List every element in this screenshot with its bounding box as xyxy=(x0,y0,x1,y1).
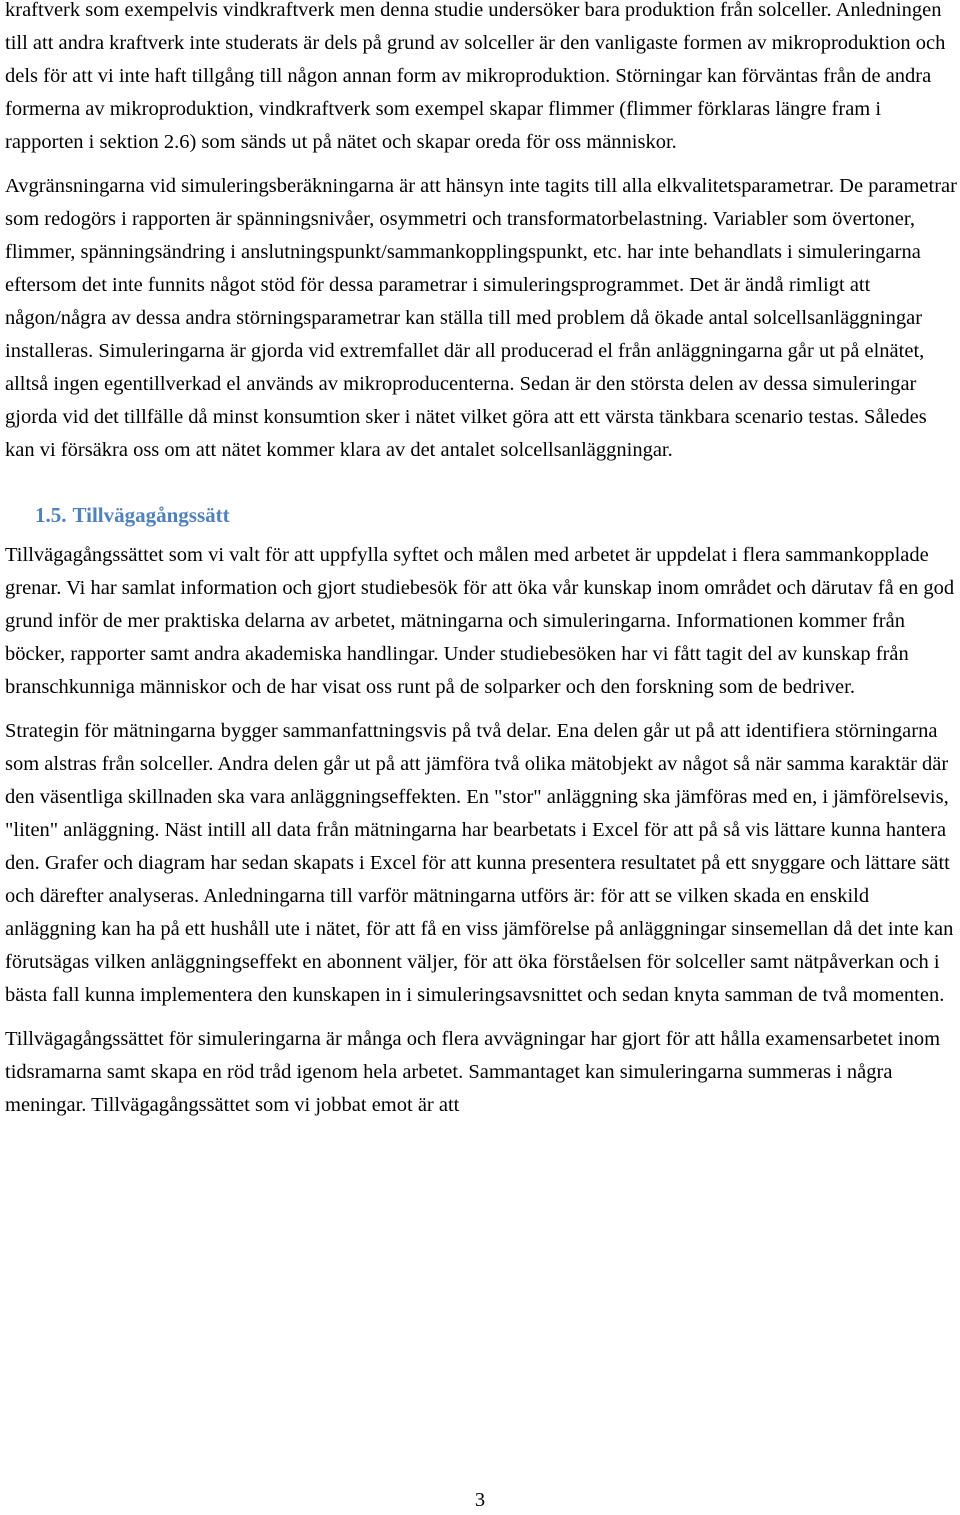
paragraph-simulation-limitations: Avgränsningarna vid simuleringsberäkningarna är att hänsyn inte tagits till alla elkvalitetsparametrar. De parametrar som redogörs i rapporten är spänningsnivåer, osymmetri och transformatorbelastning. Variabler som övertoner, flimmer, spänningsändring i anslutningspunkt/sammankopplingspunkt, etc. har inte behandlats i simuleringarna eftersom det inte funnits något stöd för dessa parametrar i simuleringsprogrammet. Det är ändå rimligt att någon/några av dessa andra störningsparametrar kan ställa till med problem då ökade antal solcellsanläggningar installeras. Simuleringarna är gjorda vid extremfallet där all producerad el från anläggningarna går ut på elnätet, alltså ingen egentillverkad el används av mikroproducenterna. Sedan är den största delen av dessa simuleringar gjorda vid det tillfälle då minst konsumtion sker i nätet vilket göra att ett värsta tänkbara scenario testas. Således kan vi försäkra oss om att nätet kommer klara av det antalet solcellsanläggningar. xyxy=(5,175,957,461)
paragraph-measurement-strategy: Strategin för mätningarna bygger sammanfattningsvis på två delar. Ena delen går ut på att identifiera störningarna som alstras från solceller. Andra delen går ut på att jämföra två olika mätobjekt av något så när samma karaktär där den väsentliga skillnaden ska vara anläggningseffekten. En "stor" anläggning ska jämföras med en, i jämförelsevis, "liten" anläggning. Näst intill all data från mätningarna har bearbetats i Excel för att på så vis lättare kunna hantera den. Grafer och diagram har sedan skapats i Excel för att kunna presentera resultatet på ett snyggare och lättare sätt och därefter analyseras. Anledningarna till varför mätningarna utförs är: för att se vilken skada en enskild anläggning kan ha på ett hushåll ute i nätet, för att få en viss jämförelse på anläggningar sinsemellan då det inte kan förutsägas vilken anläggningseffekt en abonnent väljer, för att öka förståelsen för solceller samt nätpåverkan och i bästa fall kunna implementera den kunskapen in i simuleringsavsnittet och sedan knyta samman de två momenten. xyxy=(5,720,954,1006)
paragraph-simulation-approach: Tillvägagångssättet för simuleringarna är många och flera avvägningar har gjort för att hålla examensarbetet inom tidsramarna samt skapa en röd tråd igenom hela arbetet. Sammantaget kan simuleringarna summeras i några meningar. Tillvägagångssättet som vi jobbat emot är att xyxy=(5,1028,941,1116)
paragraph-approach-overview: Tillvägagångssättet som vi valt för att uppfylla syftet och målen med arbetet är uppdelat i flera sammankopplade grenar. Vi har samlat information och gjort studiebesök för att öka vår kunskap inom området och därutav få en god grund inför de mer praktiska delarna av arbetet, mätningarna och simuleringarna. Informationen kommer från böcker, rapporter samt andra akademiska handlingar. Under studiebesöken har vi fått tagit del av kunskap från branschkunniga människor och de har visat oss runt på de solparker och den forskning som de bedriver. xyxy=(5,544,955,698)
paragraph-gap xyxy=(5,704,957,715)
section-number: 1.5. xyxy=(35,502,67,527)
paragraph-gap xyxy=(5,159,957,170)
paragraph-scope-limitations: kraftverk som exempelvis vindkraftverk men denna studie undersöker bara produktion från solceller. Anledningen till att andra kraftverk inte studerats är dels på grund av solceller är den vanligaste formen av mikroproduktion och dels för att vi inte haft tillgång till någon annan form av mikroproduktion. Störningar kan förväntas från de andra formerna av mikroproduktion, vindkraftverk som exempel skapar flimmer (flimmer förklaras längre fram i rapporten i sektion 2.6) som sänds ut på nätet och skapar oreda för oss människor. xyxy=(5,0,946,153)
section-title: Tillvägagångssätt xyxy=(72,502,230,527)
document-page xyxy=(5,0,957,1122)
page-number: 3 xyxy=(474,1489,486,1511)
section-heading xyxy=(5,491,957,539)
paragraph-gap xyxy=(5,1012,957,1023)
section-gap xyxy=(5,467,957,491)
